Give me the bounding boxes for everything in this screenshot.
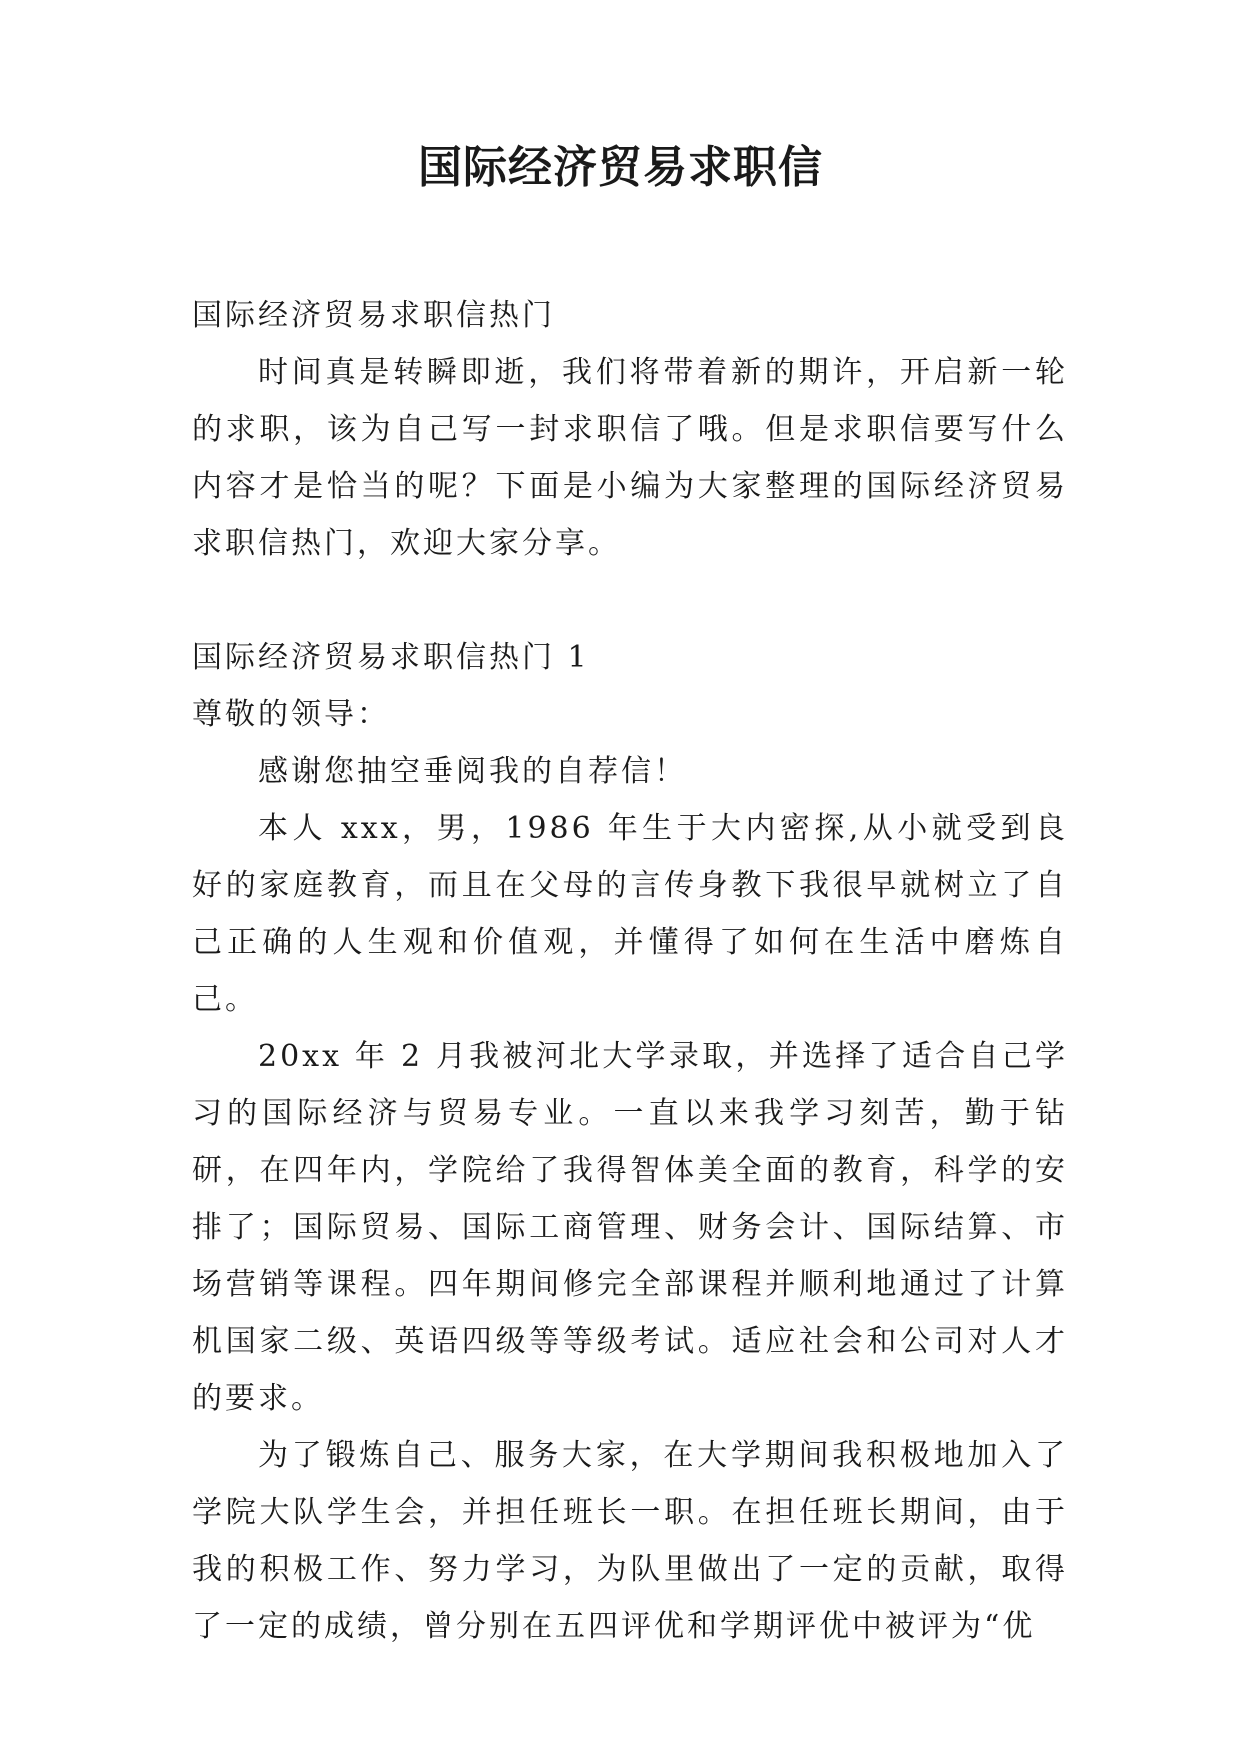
body-paragraph: 本人 xxx，男，1986 年生于大内密探,从小就受到良好的家庭教育，而且在父母的言传身教下我很早就树立了自己正确的人生观和价值观，并懂得了如何在生活中磨炼自己。: [192, 811, 1068, 1017]
section-heading: 国际经济贸易求职信热门 1: [192, 640, 590, 675]
document-title: 国际经济贸易求职信: [418, 142, 823, 193]
document-body: [192, 287, 1068, 1655]
body-paragraph: 20xx 年 2 月我被河北大学录取，并选择了适合自己学习的国际经济与贸易专业。一直以来我学习刻苦，勤于钻研，在四年内，学院给了我得智体美全面的教育，科学的安排了；国际贸易、国际工商管理、财务会计、国际结算、市场营销等课程。四年期间修完全部课程并顺利地通过了计算机国家二级、英语四级等等级考试。适应社会和公司对人才的要求。: [192, 1039, 1068, 1416]
body-paragraph: 为了锻炼自己、服务大家，在大学期间我积极地加入了学院大队学生会，并担任班长一职。在担任班长期间，由于我的积极工作、努力学习，为队里做出了一定的贡献，取得了一定的成绩，曾分别在五四评优和学期评优中被评为“优: [192, 1438, 1068, 1644]
document-subtitle: 国际经济贸易求职信热门: [192, 298, 555, 333]
salutation: 尊敬的领导：: [192, 697, 390, 732]
body-paragraph: 感谢您抽空垂阅我的自荐信！: [258, 754, 687, 789]
intro-paragraph: 时间真是转瞬即逝，我们将带着新的期许，开启新一轮的求职，该为自己写一封求职信了哦。但是求职信要写什么内容才是恰当的呢？下面是小编为大家整理的国际经济贸易求职信热门，欢迎大家分享。: [192, 355, 1068, 561]
